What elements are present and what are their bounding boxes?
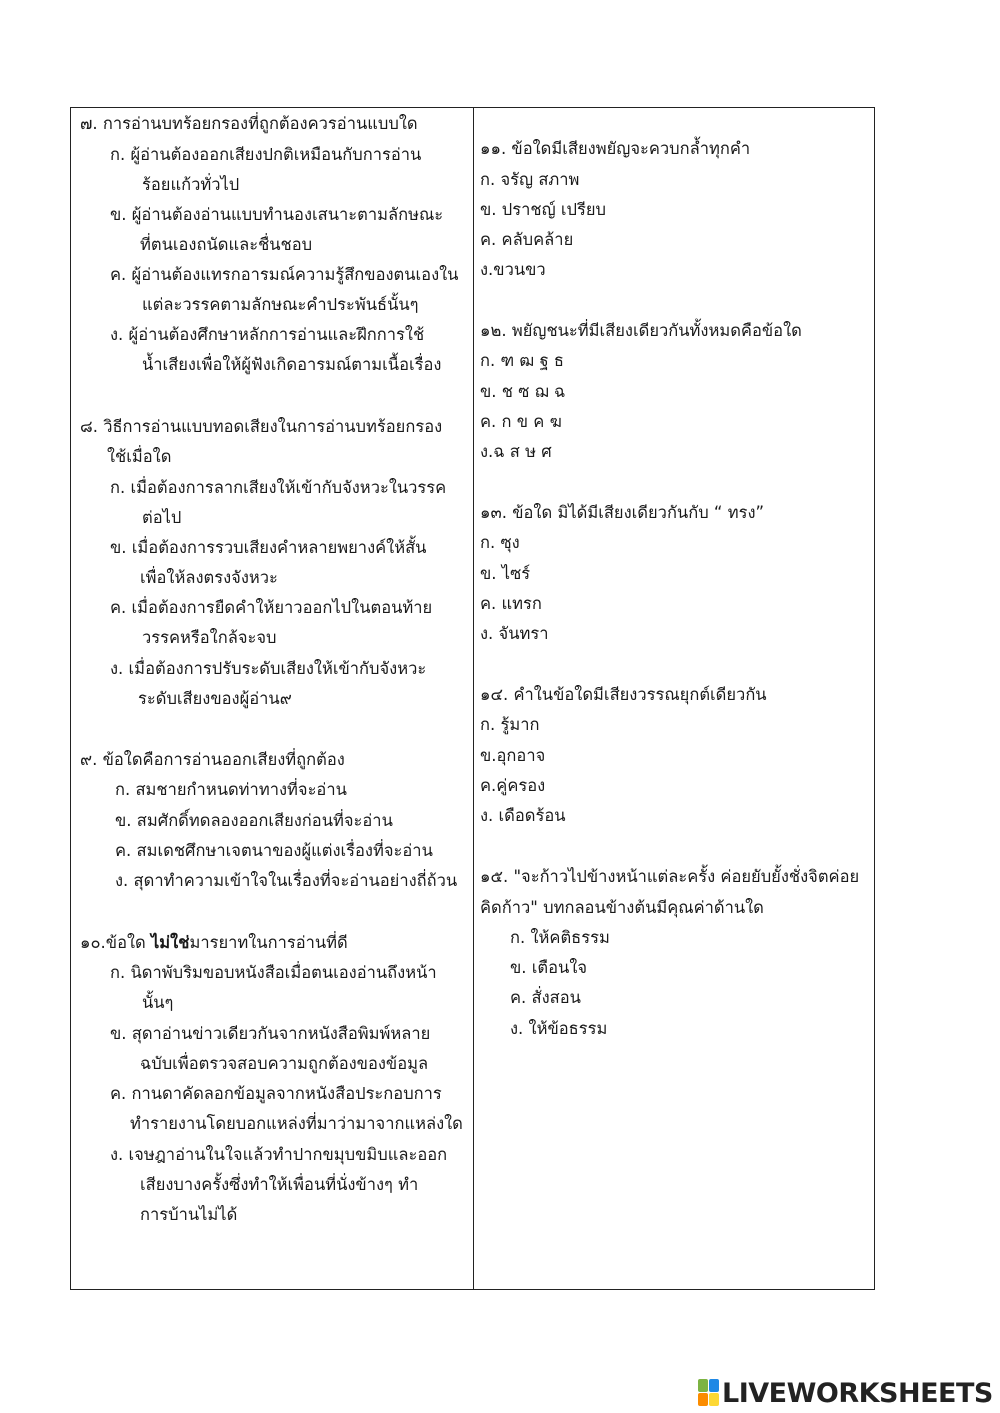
q15-option-d: ง. ให้ข้อธรรม — [510, 1019, 608, 1038]
q10-question-suffix: มารยาทในการอ่านที่ดี — [189, 933, 348, 952]
liveworksheets-logo[interactable] — [698, 1376, 993, 1410]
q7-option-a-cont: ร้อยแก้วทั่วไป — [142, 175, 240, 194]
q11-option-c: ค. คลับคล้าย — [480, 230, 574, 249]
q11-question: ๑๑. ข้อใดมีเสียงพยัญจะควบกล้ำทุกคำ — [480, 139, 751, 158]
q10-option-a: ก. นิดาพับริมขอบหนังสือเมื่อตนเองอ่านถึงหน้า — [110, 963, 437, 982]
q7-option-a: ก. ผู้อ่านต้องออกเสียงปกติเหมือนกับการอ่าน — [110, 145, 422, 164]
q7-option-c: ค. ผู้อ่านต้องแทรกอารมณ์ความรู้สึกของตนเองใน — [110, 265, 459, 284]
q10-option-c: ค. กานดาคัดลอกข้อมูลจากหนังสือประกอบการ — [110, 1084, 442, 1103]
q15-question-cont: คิดก้าว" บทกลอนข้างต้นมีคุณค่าด้านใด — [480, 898, 764, 917]
q9-option-a: ก. สมชายกำหนดท่าทางที่จะอ่าน — [115, 780, 347, 799]
q15-option-b: ข. เตือนใจ — [510, 958, 588, 977]
q8-option-b: ข. เมื่อต้องการรวบเสียงคำหลายพยางค์ให้สั้น — [110, 538, 427, 557]
q10-question-emphasis: ไม่ใช่ — [151, 933, 190, 952]
q9-option-d: ง. สุดาทำความเข้าใจในเรื่องที่จะอ่านอย่างถี่ถ้วน — [115, 871, 458, 890]
q15-question: ๑๕. "จะก้าวไปข้างหน้าแต่ละครั้ง ค่อยยับยั้งชั่งจิตค่อย — [480, 867, 860, 886]
q14-option-b: ข.อุกอาจ — [480, 746, 546, 765]
q15-option-c: ค. สั่งสอน — [510, 988, 581, 1007]
q7-option-b-cont: ที่ตนเองถนัดและชื่นชอบ — [140, 235, 313, 254]
q8-option-c-cont: วรรคหรือใกล้จะจบ — [142, 628, 277, 647]
liveworksheets-wordmark: LIVEWORKSHEETS — [722, 1377, 993, 1409]
q8-question-cont: ใช้เมื่อใด — [107, 447, 172, 466]
q7-option-b: ข. ผู้อ่านต้องอ่านแบบทำนองเสนาะตามลักษณะ — [110, 205, 444, 224]
q10-option-d-cont: เสียงบางครั้งซึ่งทำให้เพื่อนที่นั่งข้างๆ ทำ — [140, 1175, 419, 1194]
q10-option-d: ง. เจษฎาอ่านในใจแล้วทำปากขมุบขมิบและออก — [110, 1145, 448, 1164]
q12-option-a: ก. ฑ ฒ ฐ ธ — [480, 351, 564, 370]
q7-question: ๗. การอ่านบทร้อยกรองที่ถูกต้องควรอ่านแบบใด — [80, 114, 418, 133]
liveworksheets-badge-icon — [698, 1379, 720, 1407]
q14-option-a: ก. รู้มาก — [480, 715, 540, 734]
q9-option-c: ค. สมเดชศึกษาเจตนาของผู้แต่งเรื่องที่จะอ่าน — [115, 841, 433, 860]
q8-option-b-cont: เพื่อให้ลงตรงจังหวะ — [140, 568, 278, 587]
q7-option-d-cont: น้ำเสียงเพื่อให้ผู้ฟังเกิดอารมณ์ตามเนื้อเรื่อง — [142, 355, 442, 374]
q10-option-b-cont: ฉบับเพื่อตรวจสอบความถูกต้องของข้อมูล — [140, 1054, 429, 1073]
q8-option-a-cont: ต่อไป — [142, 508, 182, 527]
q10-option-c-cont: ทำรายงานโดยบอกแหล่งที่มาว่ามาจากแหล่งใด — [130, 1114, 463, 1133]
q10-option-d-cont2: การบ้านไม่ได้ — [140, 1205, 238, 1224]
q9-question: ๙. ข้อใดคือการอ่านออกเสียงที่ถูกต้อง — [80, 750, 345, 769]
q12-option-d: ง.ฉ ส ษ ศ — [480, 442, 552, 461]
q9-option-b: ข. สมศักดิ์ทดลองออกเสียงก่อนที่จะอ่าน — [115, 811, 393, 830]
q10-question — [80, 931, 348, 955]
q15-option-a: ก. ให้คติธรรม — [510, 928, 610, 947]
q8-option-a: ก. เมื่อต้องการลากเสียงให้เข้ากับจังหวะในวรรค — [110, 478, 447, 497]
column-divider — [473, 108, 474, 1289]
q8-question: ๘. วิธีการอ่านแบบทอดเสียงในการอ่านบทร้อยกรอง — [80, 417, 443, 436]
q8-option-d-cont: ระดับเสียงของผู้อ่าน๙ — [138, 689, 292, 708]
q11-option-a: ก. จรัญ สภาพ — [480, 170, 580, 189]
q14-question: ๑๔. คำในข้อใดมีเสียงวรรณยุกต์เดียวกัน — [480, 685, 767, 704]
q7-option-c-cont: แต่ละวรรคตามลักษณะคำประพันธ์นั้นๆ — [142, 295, 419, 314]
q10-option-a-cont: นั้นๆ — [142, 993, 174, 1012]
q11-option-b: ข. ปราชญ์ เปรียบ — [480, 200, 606, 219]
q12-option-b: ข. ช ซ ฌ ฉ — [480, 382, 566, 401]
q13-option-d: ง. จันทรา — [480, 624, 549, 643]
q13-question: ๑๓. ข้อใด มิได้มีเสียงเดียวกันกับ “ ทรง” — [480, 503, 765, 522]
q8-option-d: ง. เมื่อต้องการปรับระดับเสียงให้เข้ากับจังหวะ — [110, 659, 427, 678]
q12-option-c: ค. ก ข ค ฆ — [480, 412, 562, 431]
q8-option-c: ค. เมื่อต้องการยืดคำให้ยาวออกไปในตอนท้าย — [110, 598, 433, 617]
q14-option-d: ง. เดือดร้อน — [480, 806, 566, 825]
q10-question-prefix: ๑๐.ข้อใด — [80, 933, 151, 952]
q13-option-a: ก. ซุง — [480, 533, 520, 552]
q12-question: ๑๒. พยัญชนะที่มีเสียงเดียวกันทั้งหมดคือข้อใด — [480, 321, 802, 340]
q11-option-d: ง.ขวนขว — [480, 260, 546, 279]
q10-option-b: ข. สุดาอ่านข่าวเดียวกันจากหนังสือพิมพ์หลาย — [110, 1024, 431, 1043]
q7-option-d: ง. ผู้อ่านต้องศึกษาหลักการอ่านและฝึกการใช้ — [110, 325, 425, 344]
q13-option-c: ค. แทรก — [480, 594, 542, 613]
q13-option-b: ข. ไซร์ — [480, 564, 531, 583]
q14-option-c: ค.คู่ครอง — [480, 776, 546, 795]
